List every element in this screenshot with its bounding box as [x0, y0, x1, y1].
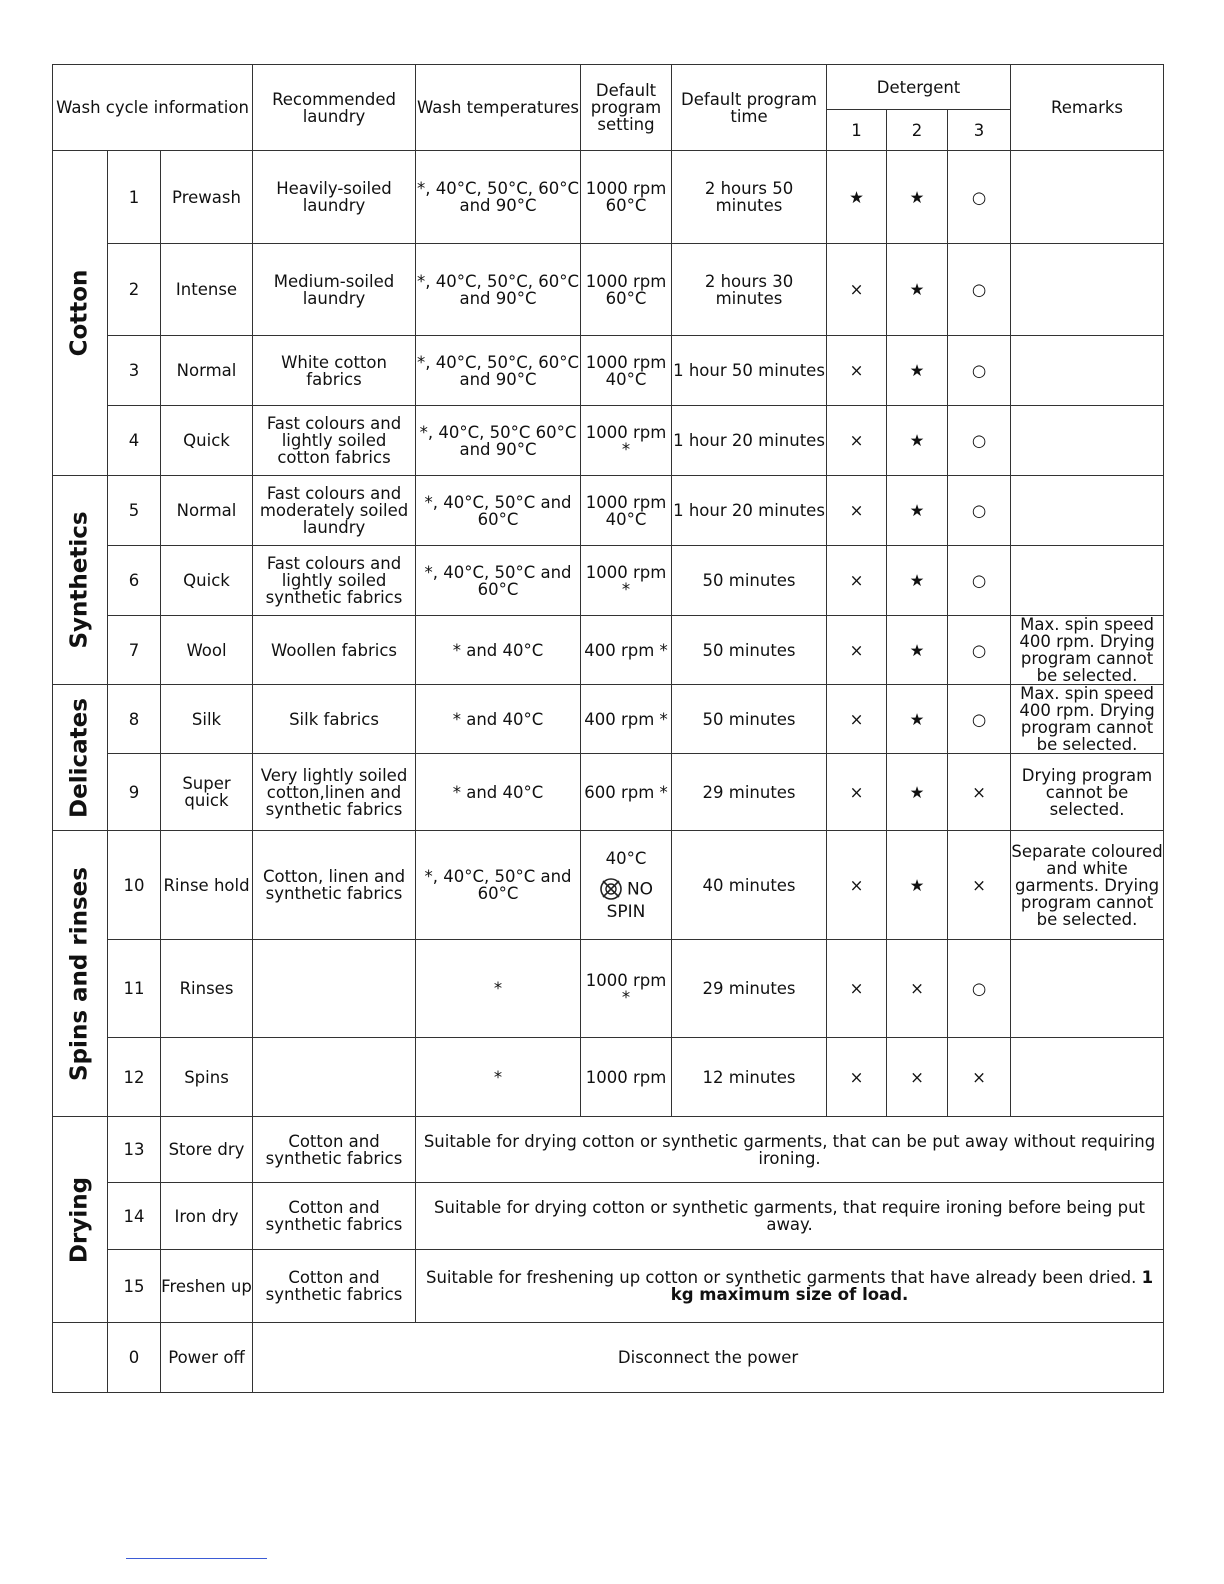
- program-name: Iron dry: [161, 1183, 253, 1250]
- recommended-laundry: Heavily-soiled laundry: [253, 151, 416, 244]
- default-setting: 1000 rpm 60°C: [581, 151, 672, 244]
- default-setting: 1000 rpm *: [581, 406, 672, 476]
- recommended-laundry: [253, 940, 416, 1038]
- header-detergent-1: 1: [827, 110, 887, 151]
- program-number: 11: [108, 940, 161, 1038]
- program-number: 10: [108, 831, 161, 940]
- table-row: [53, 1183, 1164, 1250]
- program-name: Rinse hold: [161, 831, 253, 940]
- default-time: 1 hour 20 minutes: [672, 476, 827, 546]
- recommended-laundry: Fast colours and lightly soiled synthetic fabrics: [253, 546, 416, 616]
- table-row: [53, 1250, 1164, 1323]
- no-spin: [581, 877, 671, 921]
- header-wash-cycle-info: Wash cycle information: [53, 65, 253, 151]
- detergent-3-mark: ×: [948, 754, 1011, 831]
- program-name: Normal: [161, 336, 253, 406]
- wash-temperatures: *, 40°C, 50°C, 60°C and 90°C: [416, 336, 581, 406]
- program-name: Super quick: [161, 754, 253, 831]
- remarks: [1011, 336, 1164, 406]
- table-row: [53, 1038, 1164, 1117]
- program-name: Rinses: [161, 940, 253, 1038]
- table-row: [53, 616, 1164, 685]
- header-default-program-setting: Default program setting: [581, 65, 672, 151]
- program-name: Prewash: [161, 151, 253, 244]
- program-number: 5: [108, 476, 161, 546]
- detergent-1-mark: ×: [827, 244, 887, 336]
- header-detergent-2: 2: [887, 110, 948, 151]
- load-limit-note: 1 kg maximum size of load.: [670, 1268, 1154, 1304]
- footnote-divider: [126, 1558, 267, 1559]
- drying-description: Suitable for drying cotton or synthetic garments, that can be put away without requiring ironing.: [416, 1117, 1164, 1183]
- default-time: 29 minutes: [672, 940, 827, 1038]
- program-name: Freshen up: [161, 1250, 253, 1323]
- wash-temperatures: * and 40°C: [416, 754, 581, 831]
- detergent-3-mark: ○: [948, 406, 1011, 476]
- header-remarks: Remarks: [1011, 65, 1164, 151]
- program-number: 13: [108, 1117, 161, 1183]
- remarks: Drying program cannot be selected.: [1011, 754, 1164, 831]
- program-number: 7: [108, 616, 161, 685]
- remarks: Separate coloured and white garments. Drying program cannot be selected.: [1011, 831, 1164, 940]
- table-row: [53, 685, 1164, 754]
- default-setting: 1000 rpm 40°C: [581, 336, 672, 406]
- table-row: [53, 831, 1164, 940]
- default-setting: 400 rpm *: [581, 616, 672, 685]
- detergent-1-mark: ×: [827, 616, 887, 685]
- default-time: 50 minutes: [672, 685, 827, 754]
- default-setting: 1000 rpm 60°C: [581, 244, 672, 336]
- program-number: 14: [108, 1183, 161, 1250]
- recommended-laundry: Silk fabrics: [253, 685, 416, 754]
- default-time: 40 minutes: [672, 831, 827, 940]
- wash-temperatures: *: [416, 1038, 581, 1117]
- default-time: 50 minutes: [672, 546, 827, 616]
- remarks: [1011, 406, 1164, 476]
- remarks: [1011, 1038, 1164, 1117]
- recommended-laundry: White cotton fabrics: [253, 336, 416, 406]
- detergent-2-mark: ★: [887, 754, 948, 831]
- default-time: 50 minutes: [672, 616, 827, 685]
- detergent-2-mark: ★: [887, 831, 948, 940]
- wash-temperatures: * and 40°C: [416, 616, 581, 685]
- detergent-3-mark: ○: [948, 616, 1011, 685]
- detergent-1-mark: ★: [827, 151, 887, 244]
- table-row: [53, 1323, 1164, 1393]
- no-spin-label: NO SPIN: [606, 879, 654, 922]
- remarks: [1011, 244, 1164, 336]
- no-spin-icon: [599, 877, 623, 903]
- detergent-2-mark: ★: [887, 616, 948, 685]
- recommended-laundry: Cotton, linen and synthetic fabrics: [253, 831, 416, 940]
- table-row: [53, 754, 1164, 831]
- recommended-laundry: Very lightly soiled cotton,linen and synthetic fabrics: [253, 754, 416, 831]
- program-number: 9: [108, 754, 161, 831]
- detergent-1-mark: ×: [827, 1038, 887, 1117]
- program-number: 3: [108, 336, 161, 406]
- program-name: Quick: [161, 546, 253, 616]
- default-setting: 1000 rpm: [581, 1038, 672, 1117]
- program-number: 0: [108, 1323, 161, 1393]
- header-wash-temperatures: Wash temperatures: [416, 65, 581, 151]
- table-row: [53, 336, 1164, 406]
- program-name: Spins: [161, 1038, 253, 1117]
- program-name: Quick: [161, 406, 253, 476]
- wash-temperatures: *, 40°C, 50°C, 60°C and 90°C: [416, 151, 581, 244]
- detergent-1-mark: ×: [827, 940, 887, 1038]
- group-empty: [53, 1323, 108, 1393]
- detergent-2-mark: ★: [887, 406, 948, 476]
- detergent-2-mark: ★: [887, 546, 948, 616]
- table-row: [53, 151, 1164, 244]
- detergent-1-mark: ×: [827, 406, 887, 476]
- wash-temperatures: *: [416, 940, 581, 1038]
- header-recommended-laundry: Recommended laundry: [253, 65, 416, 151]
- table-row: [53, 476, 1164, 546]
- program-name: Store dry: [161, 1117, 253, 1183]
- recommended-laundry: Fast colours and moderately soiled laundry: [253, 476, 416, 546]
- program-number: 1: [108, 151, 161, 244]
- detergent-2-mark: ×: [887, 940, 948, 1038]
- recommended-laundry: Woollen fabrics: [253, 616, 416, 685]
- detergent-2-mark: ★: [887, 244, 948, 336]
- program-number: 4: [108, 406, 161, 476]
- table-row: [53, 1117, 1164, 1183]
- default-time: 2 hours 30 minutes: [672, 244, 827, 336]
- table-row: [53, 406, 1164, 476]
- default-time: 1 hour 20 minutes: [672, 406, 827, 476]
- detergent-1-mark: ×: [827, 685, 887, 754]
- wash-temperatures: *, 40°C, 50°C, 60°C and 90°C: [416, 244, 581, 336]
- recommended-laundry: [253, 1038, 416, 1117]
- group-delicates: Delicates: [53, 685, 108, 831]
- default-setting: 1000 rpm *: [581, 940, 672, 1038]
- recommended-laundry: Fast colours and lightly soiled cotton fabrics: [253, 406, 416, 476]
- detergent-2-mark: ★: [887, 336, 948, 406]
- power-off-description: Disconnect the power: [253, 1323, 1164, 1393]
- wash-temperatures: *, 40°C, 50°C and 60°C: [416, 831, 581, 940]
- recommended-laundry: Cotton and synthetic fabrics: [253, 1117, 416, 1183]
- detergent-1-mark: ×: [827, 754, 887, 831]
- drying-description: Suitable for drying cotton or synthetic garments, that require ironing before being put away.: [416, 1183, 1164, 1250]
- wash-temperatures: * and 40°C: [416, 685, 581, 754]
- default-setting: 400 rpm *: [581, 685, 672, 754]
- detergent-3-mark: ○: [948, 685, 1011, 754]
- detergent-3-mark: ○: [948, 151, 1011, 244]
- detergent-1-mark: ×: [827, 546, 887, 616]
- program-number: 12: [108, 1038, 161, 1117]
- detergent-2-mark: ★: [887, 685, 948, 754]
- drying-description: Suitable for freshening up cotton or synthetic garments that have already been dried. 1 kg maximum size of load.: [416, 1250, 1164, 1323]
- group-drying: Drying: [53, 1117, 108, 1323]
- recommended-laundry: Cotton and synthetic fabrics: [253, 1250, 416, 1323]
- detergent-3-mark: ○: [948, 476, 1011, 546]
- program-name: Intense: [161, 244, 253, 336]
- table-row: [53, 546, 1164, 616]
- program-number: 8: [108, 685, 161, 754]
- detergent-2-mark: ★: [887, 151, 948, 244]
- default-setting: 600 rpm *: [581, 754, 672, 831]
- group-synthetics: Synthetics: [53, 476, 108, 685]
- group-cotton: Cotton: [53, 151, 108, 476]
- default-setting: [581, 831, 672, 940]
- header-detergent-3: 3: [948, 110, 1011, 151]
- detergent-2-mark: ×: [887, 1038, 948, 1117]
- wash-temperatures: *, 40°C, 50°C and 60°C: [416, 476, 581, 546]
- detergent-3-mark: ○: [948, 336, 1011, 406]
- group-spins-rinses: Spins and rinses: [53, 831, 108, 1117]
- detergent-1-mark: ×: [827, 336, 887, 406]
- detergent-3-mark: ○: [948, 244, 1011, 336]
- recommended-laundry: Medium-soiled laundry: [253, 244, 416, 336]
- program-name: Wool: [161, 616, 253, 685]
- default-time: 2 hours 50 minutes: [672, 151, 827, 244]
- detergent-1-mark: ×: [827, 831, 887, 940]
- default-time: 12 minutes: [672, 1038, 827, 1117]
- default-setting: 1000 rpm 40°C: [581, 476, 672, 546]
- wash-cycle-table: [52, 64, 1164, 1393]
- program-name: Power off: [161, 1323, 253, 1393]
- wash-temperatures: *, 40°C, 50°C 60°C and 90°C: [416, 406, 581, 476]
- table-row: [53, 244, 1164, 336]
- remarks: [1011, 940, 1164, 1038]
- remarks: [1011, 546, 1164, 616]
- default-setting-temp: 40°C: [605, 848, 647, 868]
- header-detergent: Detergent: [827, 65, 1011, 110]
- recommended-laundry: Cotton and synthetic fabrics: [253, 1183, 416, 1250]
- remarks: Max. spin speed 400 rpm. Drying program cannot be selected.: [1011, 616, 1164, 685]
- default-time: 29 minutes: [672, 754, 827, 831]
- remarks: [1011, 476, 1164, 546]
- program-number: 15: [108, 1250, 161, 1323]
- header-default-program-time: Default program time: [672, 65, 827, 151]
- remarks: [1011, 151, 1164, 244]
- detergent-1-mark: ×: [827, 476, 887, 546]
- detergent-2-mark: ★: [887, 476, 948, 546]
- detergent-3-mark: ○: [948, 546, 1011, 616]
- wash-temperatures: *, 40°C, 50°C and 60°C: [416, 546, 581, 616]
- detergent-3-mark: ○: [948, 940, 1011, 1038]
- program-number: 6: [108, 546, 161, 616]
- detergent-3-mark: ×: [948, 831, 1011, 940]
- program-name: Normal: [161, 476, 253, 546]
- default-setting: 1000 rpm *: [581, 546, 672, 616]
- remarks: Max. spin speed 400 rpm. Drying program cannot be selected.: [1011, 685, 1164, 754]
- default-time: 1 hour 50 minutes: [672, 336, 827, 406]
- program-name: Silk: [161, 685, 253, 754]
- program-number: 2: [108, 244, 161, 336]
- detergent-3-mark: ×: [948, 1038, 1011, 1117]
- table-row: [53, 940, 1164, 1038]
